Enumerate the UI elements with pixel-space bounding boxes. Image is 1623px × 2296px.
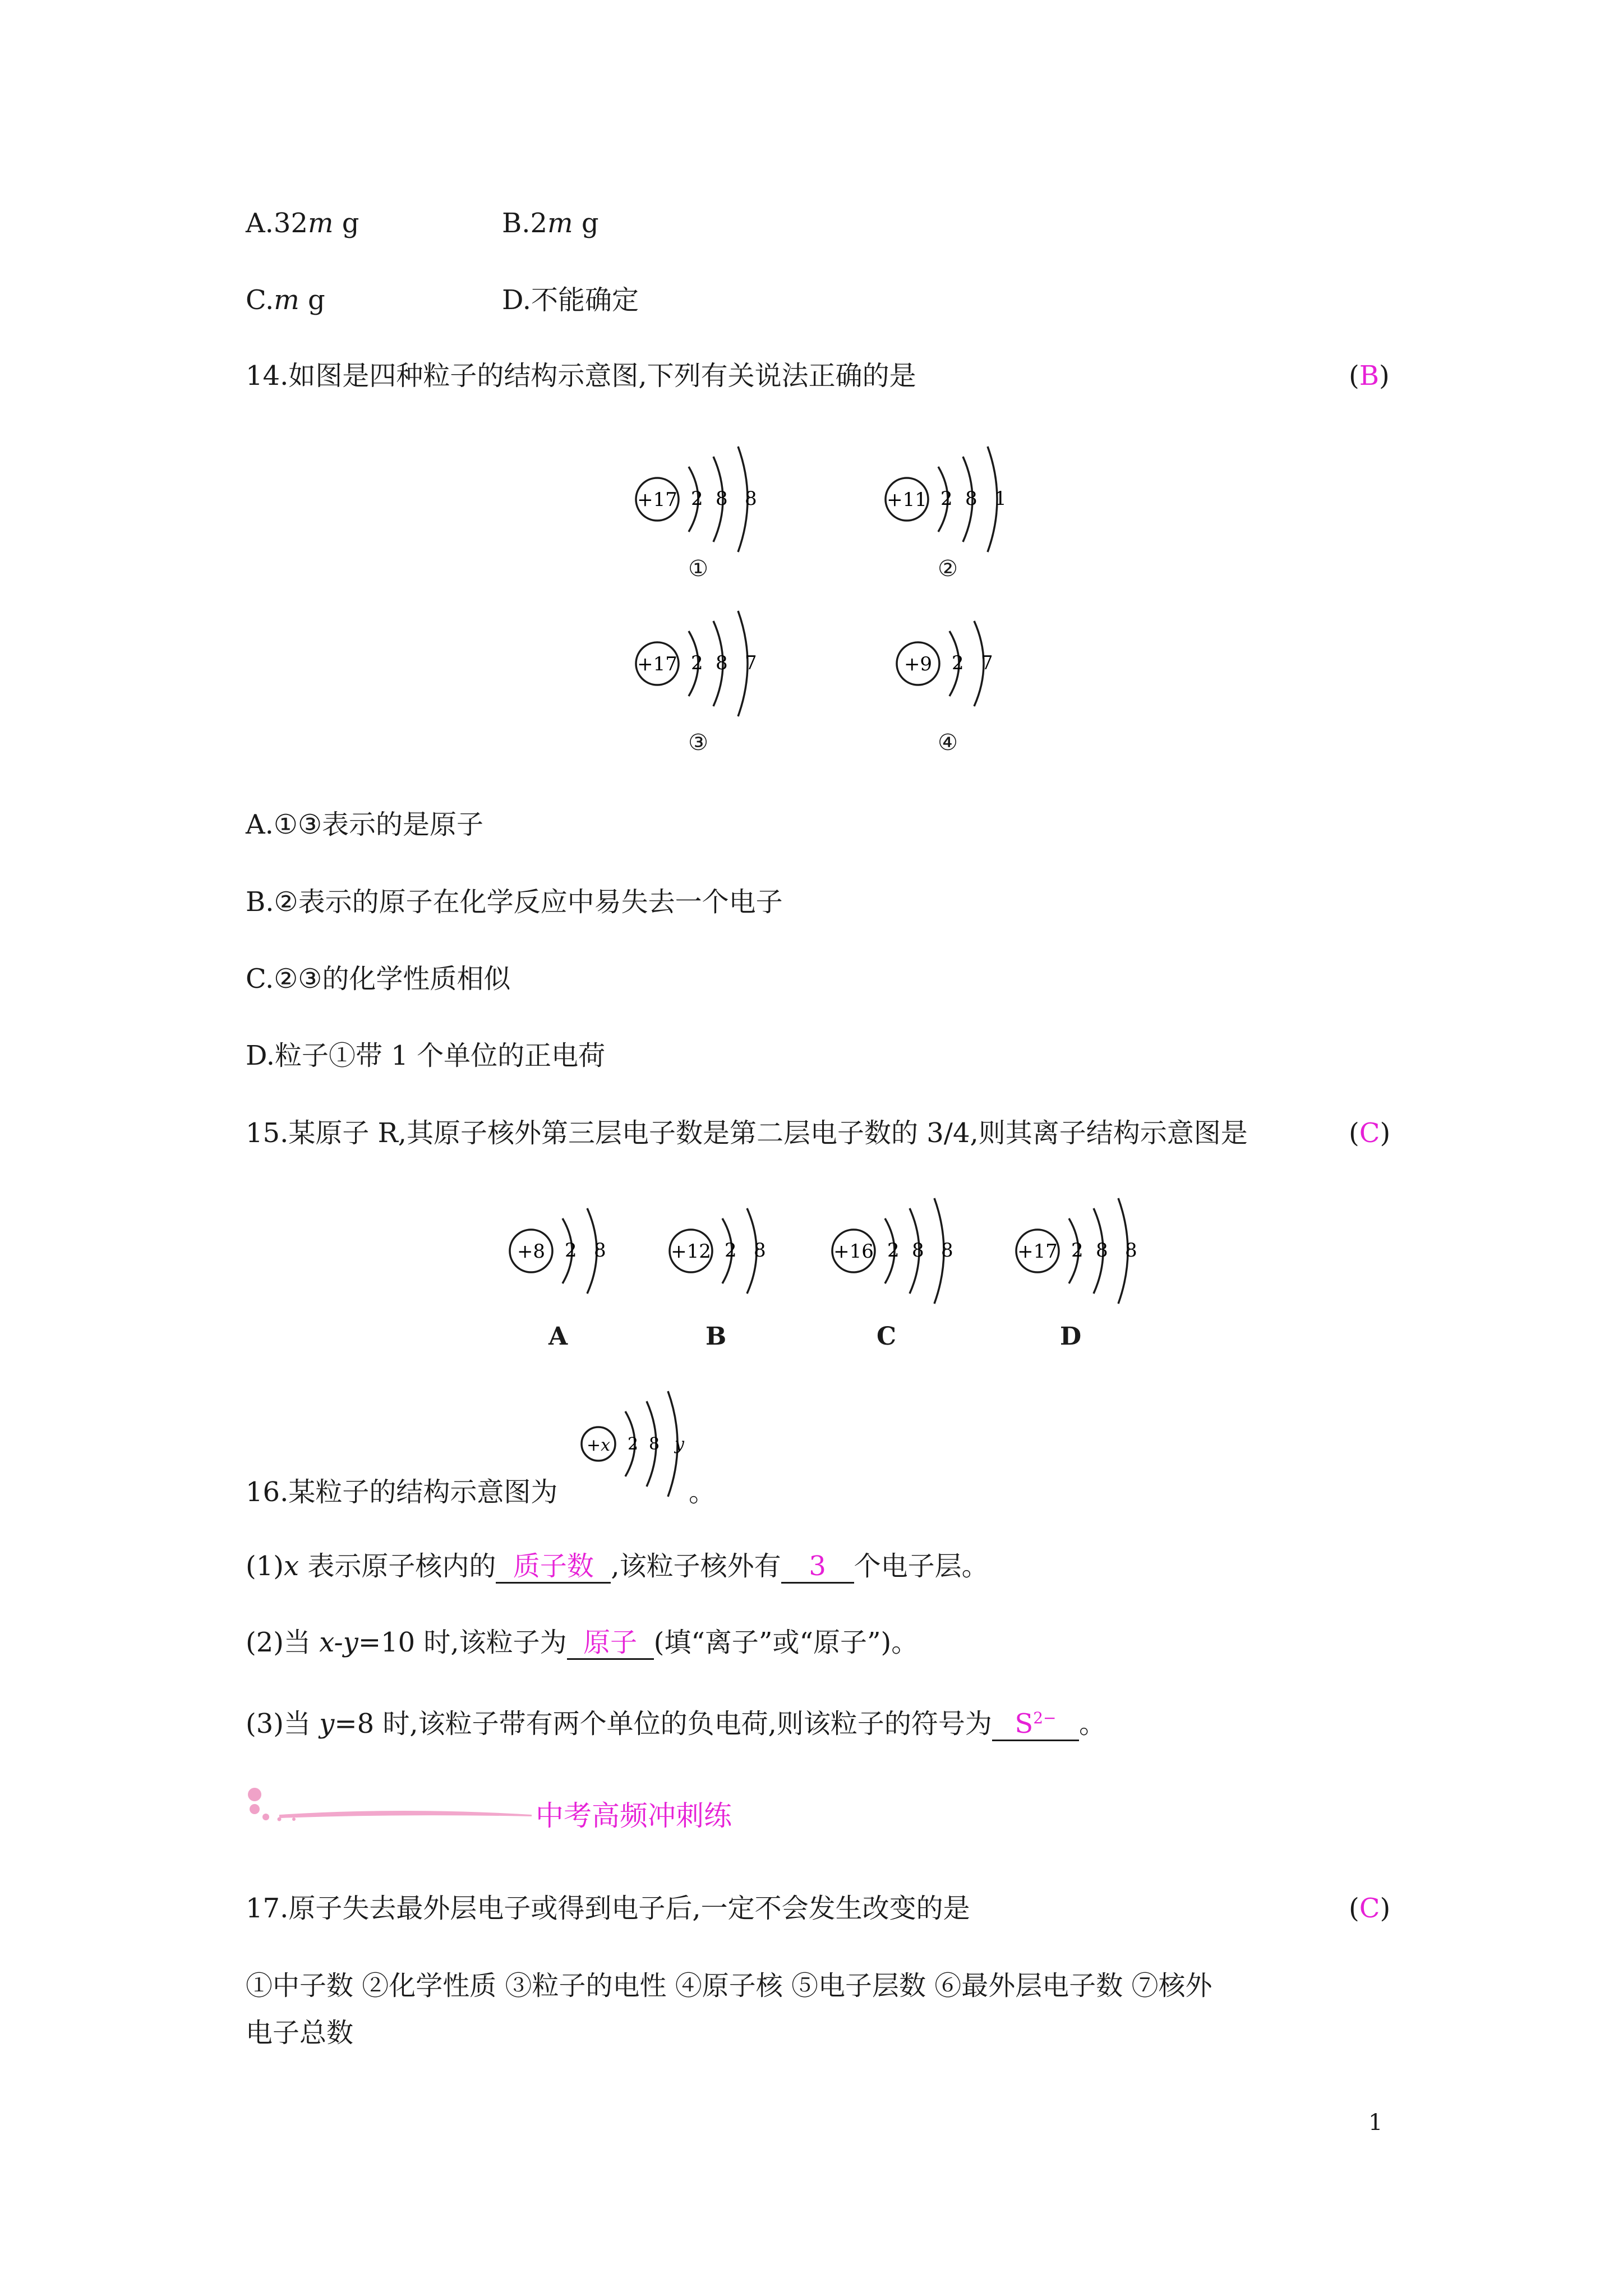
q14-1-shell-count: 2 xyxy=(691,487,703,510)
q14-4-caption: ④ xyxy=(938,730,958,756)
q15-b-shell-count: 2 xyxy=(725,1239,737,1262)
q14-option-b: B.②表示的原子在化学反应中易失去一个电子 xyxy=(246,886,783,918)
q14-4-shell-count: 2 xyxy=(952,652,964,674)
q14-1-nucleus-label: +17 xyxy=(637,489,677,511)
q14-answer-paren: (B) xyxy=(1349,360,1390,392)
q14-2-shell-count: 1 xyxy=(994,487,1007,510)
q14-option-c: C.②③的化学性质相似 xyxy=(246,963,511,995)
q16-shell-count: y xyxy=(675,1434,684,1454)
q14-4-nucleus-label: +9 xyxy=(903,653,933,675)
q16-stem-text: 16.某粒子的结构示意图为 xyxy=(246,1476,558,1508)
q13-option-d: D.不能确定 xyxy=(502,284,639,316)
q14-3-shell-count: 2 xyxy=(691,652,703,674)
q16-part1 xyxy=(246,1549,989,1584)
q13-option-b: B.2m g xyxy=(502,208,599,239)
q14-1-atom-diagram xyxy=(634,432,784,567)
q15-c-shell-count: 2 xyxy=(887,1239,900,1262)
q16-nucleus-label: +x xyxy=(586,1435,611,1455)
q14-2-shell-count: 8 xyxy=(965,487,978,510)
q15-b-shell-count: 8 xyxy=(754,1239,766,1262)
q17-answer-paren: (C) xyxy=(1349,1893,1391,1924)
q16-p3-var: y xyxy=(319,1708,335,1740)
q16-p3-blank[interactable] xyxy=(992,1703,1079,1741)
q16-p3-text1: =8 时,该粒子带有两个单位的负电荷,则该粒子的符号为 xyxy=(334,1708,992,1740)
q15-stem: 15.某原子 R,其原子核外第三层电子数是第二层电子数的 3/4,则其离子结构示意图是 xyxy=(246,1117,1248,1149)
q16-stem-end: 。 xyxy=(689,1476,716,1508)
q16-p2-num: (2)当 xyxy=(246,1627,320,1658)
page-number: 1 xyxy=(1368,2110,1383,2136)
q16-p3-num: (3)当 xyxy=(246,1708,320,1740)
q14-3-nucleus-label: +17 xyxy=(637,653,677,675)
q15-b-atom-diagram xyxy=(667,1184,793,1318)
q15-b-nucleus-label: +12 xyxy=(671,1240,711,1263)
q16-p1-var: x xyxy=(284,1550,299,1582)
q15-c-atom-diagram xyxy=(830,1184,980,1318)
q16-p2-var: x-y xyxy=(319,1627,358,1658)
q15-a-shell-count: 2 xyxy=(565,1239,577,1262)
q16-part3 xyxy=(246,1703,1106,1741)
q15-a-caption: A xyxy=(548,1322,568,1351)
q16-p1-num: (1) xyxy=(246,1550,284,1582)
q15-d-shell-count: 2 xyxy=(1071,1239,1083,1262)
q15-answer-paren: (C) xyxy=(1349,1117,1391,1149)
q15-d-nucleus-label: +17 xyxy=(1017,1240,1058,1263)
q15-c-caption: C xyxy=(877,1322,897,1351)
q16-p2-text1: =10 时,该粒子为 xyxy=(358,1627,567,1658)
q15-d-shell-count: 8 xyxy=(1096,1239,1108,1262)
q16-p1-text2: ,该粒子核外有 xyxy=(611,1550,781,1582)
q16-p2-blank[interactable]: 原子 xyxy=(567,1627,654,1660)
q14-2-nucleus-label: +11 xyxy=(887,489,927,511)
q15-c-nucleus-label: +16 xyxy=(833,1240,874,1263)
q16-p1-text3: 个电子层。 xyxy=(854,1550,989,1582)
q16-p3-text2: 。 xyxy=(1078,1708,1106,1740)
q14-answer: B xyxy=(1359,360,1380,392)
q15-d-caption: D xyxy=(1060,1322,1082,1351)
q15-d-shell-count: 8 xyxy=(1125,1239,1137,1262)
q14-2-shell-count: 2 xyxy=(940,487,953,510)
q13-option-a: A.32m g xyxy=(246,208,359,239)
q16-p3-sup: 2− xyxy=(1033,1709,1057,1727)
q14-2-atom-diagram xyxy=(883,432,1034,567)
q15-c-shell-count: 8 xyxy=(912,1239,924,1262)
q17-stem: 17.原子失去最外层电子或得到电子后,一定不会发生改变的是 xyxy=(246,1893,970,1924)
q15-a-atom-diagram xyxy=(508,1184,633,1318)
q15-a-nucleus-label: +8 xyxy=(517,1240,546,1263)
q16-p1-blank2[interactable]: 3 xyxy=(781,1550,854,1584)
q16-p2-text2: (填“离子”或“原子”)。 xyxy=(653,1627,919,1658)
q14-option-a: A.①③表示的是原子 xyxy=(246,809,483,840)
q17-answer: C xyxy=(1359,1893,1380,1924)
q15-b-caption: B xyxy=(706,1322,727,1351)
q14-3-shell-count: 7 xyxy=(745,652,757,674)
q14-3-atom-diagram xyxy=(634,596,784,731)
q16-p3-ans: S xyxy=(1015,1708,1034,1740)
q17-items-line1: ①中子数 ②化学性质 ③粒子的电性 ④原子核 ⑤电子层数 ⑥最外层电子数 ⑦核外 xyxy=(246,1970,1212,2001)
q14-1-caption: ① xyxy=(688,556,708,582)
section-title: 中考高频冲刺练 xyxy=(536,1800,732,1832)
q15-answer: C xyxy=(1359,1117,1380,1149)
q16-shell-count: 2 xyxy=(628,1434,639,1454)
section-decoration xyxy=(246,1787,537,1834)
q16-part2 xyxy=(246,1626,918,1660)
q14-stem: 14.如图是四种粒子的结构示意图,下列有关说法正确的是 xyxy=(246,360,916,392)
q16-p1-blank1[interactable]: 质子数 xyxy=(496,1550,611,1584)
q13-option-c: C.m g xyxy=(246,284,325,316)
q15-a-shell-count: 8 xyxy=(594,1239,606,1262)
q16-stem xyxy=(246,1475,557,1509)
section-decoration-icon xyxy=(246,1787,537,1832)
q16-p1-text1: 表示原子核内的 xyxy=(299,1550,496,1582)
q14-4-shell-count: 7 xyxy=(981,652,993,674)
q14-4-atom-diagram xyxy=(895,596,1020,731)
q14-2-caption: ② xyxy=(938,556,958,582)
q14-3-shell-count: 8 xyxy=(716,652,728,674)
q14-1-shell-count: 8 xyxy=(745,487,757,510)
q14-3-caption: ③ xyxy=(688,730,708,756)
q14-1-shell-count: 8 xyxy=(716,487,728,510)
q15-d-atom-diagram xyxy=(1014,1184,1164,1318)
q16-shell-count: 8 xyxy=(649,1434,660,1454)
q14-option-d: D.粒子①带 1 个单位的正电荷 xyxy=(246,1040,606,1071)
q15-c-shell-count: 8 xyxy=(941,1239,953,1262)
q17-items-line2: 电子总数 xyxy=(246,2017,354,2049)
